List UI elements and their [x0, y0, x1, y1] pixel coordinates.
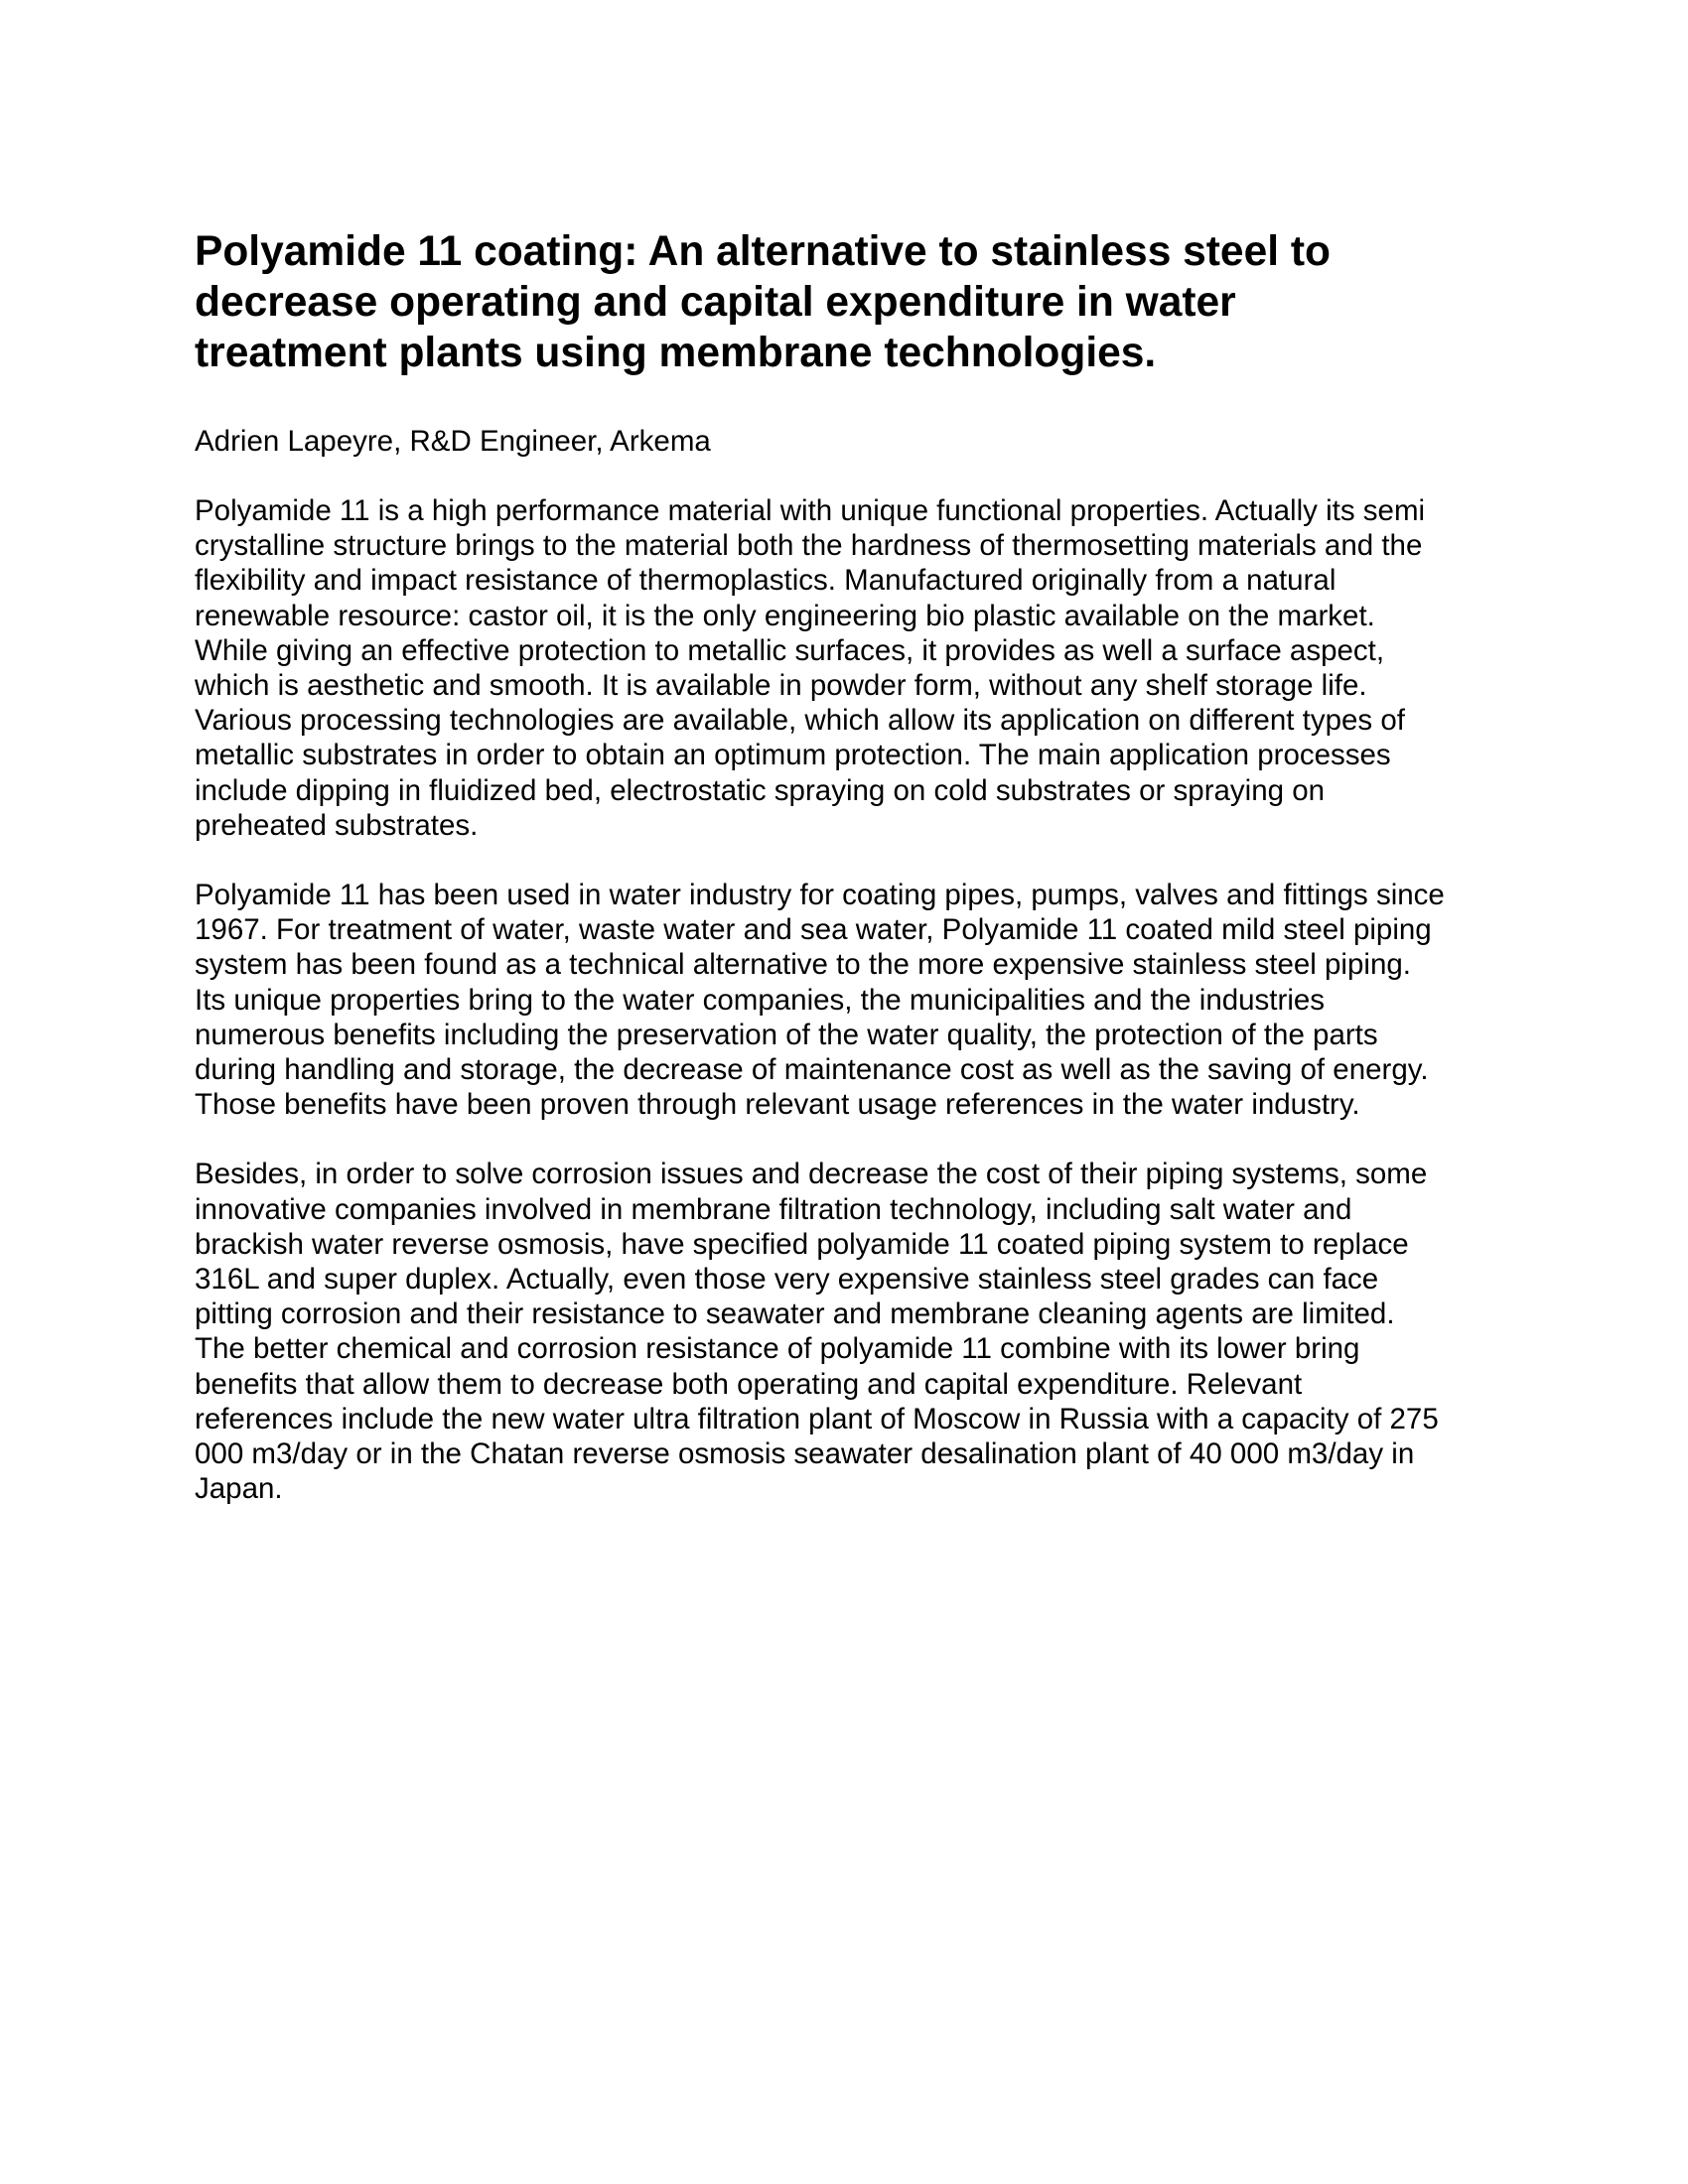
text-line: include dipping in fluidized bed, electrostatic spraying on cold substrates or spraying on	[195, 773, 1326, 807]
text-line: preheated substrates.	[195, 808, 479, 842]
text-line: Its unique properties bring to the water companies, the municipalities and the industries	[195, 983, 1326, 1017]
text-line: Besides, in order to solve corrosion issues and decrease the cost of their piping systems, some	[195, 1158, 1428, 1191]
text-line: 1967. For treatment of water, waste water and sea water, Polyamide 11 coated mild steel piping	[195, 913, 1432, 947]
text-line: Those benefits have been proven through relevant usage references in the water industry.	[195, 1088, 1360, 1122]
text-line: Polyamide 11 has been used in water industry for coating pipes, pumps, valves and fittings since	[195, 879, 1445, 912]
text-line: Various processing technologies are available, which allow its application on different types of	[195, 704, 1405, 738]
title-line: Polyamide 11 coating: An alternative to stainless steel to	[195, 228, 1331, 275]
text-line: pitting corrosion and their resistance to seawater and membrane cleaning agents are limited.	[195, 1297, 1395, 1331]
paragraph-2	[195, 878, 1505, 1122]
author-line: Adrien Lapeyre, R&D Engineer, Arkema	[195, 425, 711, 458]
text-line: 000 m3/day or in the Chatan reverse osmosis seawater desalination plant of 40 000 m3/day in	[195, 1437, 1415, 1471]
text-line: Japan.	[195, 1472, 283, 1506]
title-line: decrease operating and capital expenditure in water	[195, 279, 1236, 326]
text-line: benefits that allow them to decrease both operating and capital expenditure. Relevant	[195, 1367, 1303, 1401]
text-line: system has been found as a technical alternative to the more expensive stainless steel piping.	[195, 948, 1411, 982]
text-line: metallic substrates in order to obtain an optimum protection. The main application processes	[195, 739, 1391, 772]
text-line: The better chemical and corrosion resistance of polyamide 11 combine with its lower bring	[195, 1332, 1360, 1366]
text-line: numerous benefits including the preservation of the water quality, the protection of the parts	[195, 1018, 1378, 1051]
text-line: innovative companies involved in membrane filtration technology, including salt water and	[195, 1192, 1352, 1226]
text-line: which is aesthetic and smooth. It is available in powder form, without any shelf storage life.	[195, 669, 1367, 703]
text-line: references include the new water ultra filtration plant of Moscow in Russia with a capacity of 275	[195, 1402, 1439, 1435]
text-line: during handling and storage, the decrease of maintenance cost as well as the saving of energy.	[195, 1053, 1429, 1087]
text-line: Polyamide 11 is a high performance material with unique functional properties. Actually its semi	[195, 494, 1426, 527]
document-title	[195, 226, 1505, 378]
text-line: brackish water reverse osmosis, have specified polyamide 11 coated piping system to replace	[195, 1227, 1409, 1261]
title-line: treatment plants using membrane technologies.	[195, 330, 1157, 376]
text-line: While giving an effective protection to metallic surfaces, it provides as well a surface aspect,	[195, 633, 1385, 667]
paragraph-1	[195, 493, 1505, 843]
document-page	[195, 226, 1505, 1506]
text-line: renewable resource: castor oil, it is the only engineering bio plastic available on the market.	[195, 599, 1375, 632]
paragraph-3	[195, 1157, 1505, 1506]
text-line: flexibility and impact resistance of thermoplastics. Manufactured originally from a natural	[195, 564, 1336, 598]
text-line: crystalline structure brings to the material both the hardness of thermosetting materials and the	[195, 529, 1423, 563]
text-line: 316L and super duplex. Actually, even those very expensive stainless steel grades can face	[195, 1263, 1379, 1297]
